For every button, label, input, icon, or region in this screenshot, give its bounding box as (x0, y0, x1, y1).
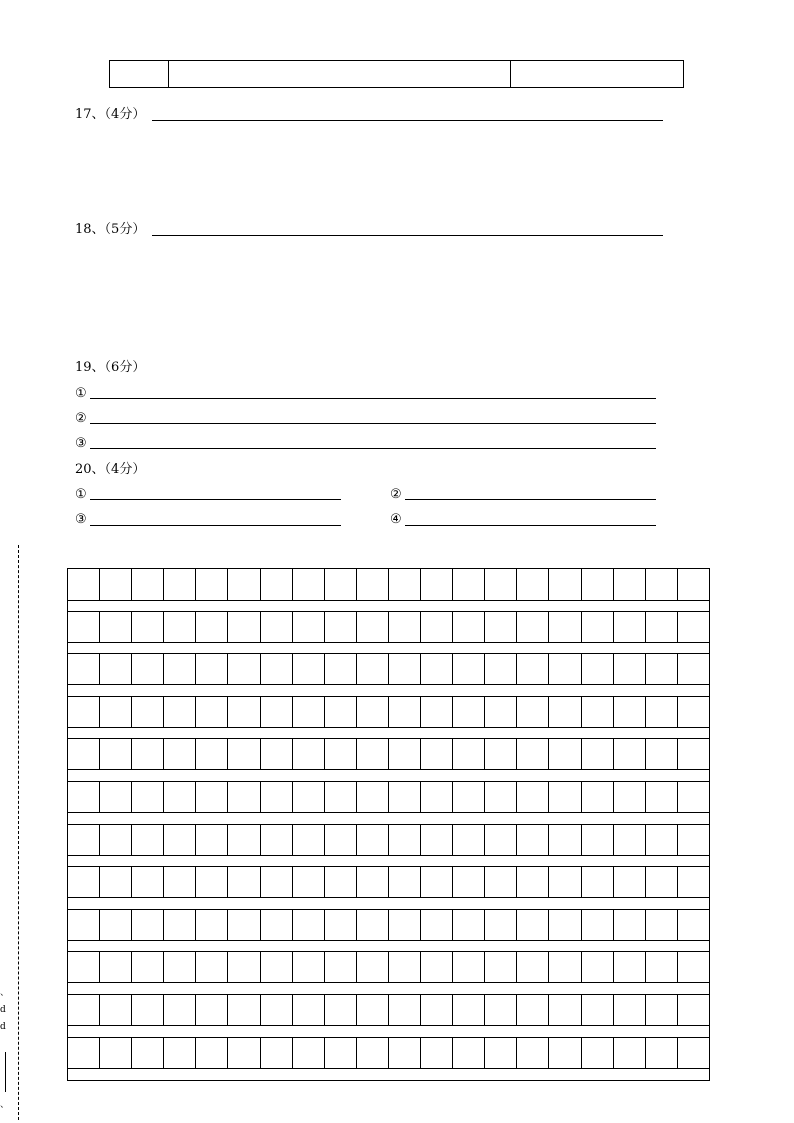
question-19-mark-3: ③ (75, 436, 87, 451)
grid-cell[interactable] (389, 867, 421, 897)
grid-cell[interactable] (678, 739, 709, 769)
grid-cell[interactable] (132, 995, 164, 1025)
grid-cell[interactable] (582, 867, 614, 897)
grid-cell[interactable] (549, 910, 581, 940)
grid-cell[interactable] (293, 697, 325, 727)
grid-cell[interactable] (164, 612, 196, 642)
grid-cell[interactable] (517, 995, 549, 1025)
grid-cell[interactable] (421, 952, 453, 982)
grid-cell[interactable] (261, 612, 293, 642)
grid-cell[interactable] (196, 739, 228, 769)
grid-row (68, 738, 709, 770)
grid-cell[interactable] (646, 697, 678, 727)
grid-cell[interactable] (453, 867, 485, 897)
grid-cell[interactable] (485, 910, 517, 940)
grid-cell[interactable] (196, 612, 228, 642)
grid-cell[interactable] (164, 697, 196, 727)
grid-cell[interactable] (646, 654, 678, 684)
grid-cell[interactable] (614, 612, 646, 642)
grid-cell[interactable] (389, 739, 421, 769)
grid-cell[interactable] (228, 782, 260, 812)
grid-cell[interactable] (389, 1038, 421, 1068)
grid-cell[interactable] (100, 569, 132, 600)
grid-cell[interactable] (453, 825, 485, 855)
grid-cell[interactable] (100, 782, 132, 812)
grid-cell[interactable] (421, 825, 453, 855)
score-table-cell (110, 61, 169, 87)
grid-cell[interactable] (357, 569, 389, 600)
grid-cell[interactable] (421, 654, 453, 684)
question-19-label: 19、（6分） (75, 360, 146, 375)
grid-cell[interactable] (132, 739, 164, 769)
grid-cell[interactable] (261, 867, 293, 897)
grid-cell[interactable] (228, 697, 260, 727)
grid-cell[interactable] (485, 569, 517, 600)
grid-cell[interactable] (582, 612, 614, 642)
grid-cell[interactable] (453, 569, 485, 600)
binding-cut-line (18, 545, 19, 1120)
grid-cell[interactable] (228, 995, 260, 1025)
question-20-mark-3: ③ (75, 512, 87, 527)
grid-cell[interactable] (164, 910, 196, 940)
grid-row (68, 909, 709, 941)
binding-margin-mark: 、 (0, 988, 10, 998)
grid-cell[interactable] (293, 910, 325, 940)
question-20-mark-4: ④ (390, 512, 402, 527)
grid-cell[interactable] (164, 825, 196, 855)
grid-cell[interactable] (389, 952, 421, 982)
grid-cell[interactable] (325, 867, 357, 897)
grid-cell[interactable] (582, 995, 614, 1025)
grid-row (68, 951, 709, 983)
grid-cell[interactable] (261, 825, 293, 855)
grid-cell[interactable] (549, 569, 581, 600)
grid-cell[interactable] (421, 612, 453, 642)
grid-cell[interactable] (389, 782, 421, 812)
grid-cell[interactable] (485, 1038, 517, 1068)
grid-cell[interactable] (100, 654, 132, 684)
grid-cell[interactable] (421, 995, 453, 1025)
grid-cell[interactable] (164, 867, 196, 897)
grid-cell[interactable] (261, 569, 293, 600)
grid-cell[interactable] (549, 612, 581, 642)
grid-cell[interactable] (357, 782, 389, 812)
grid-cell[interactable] (228, 739, 260, 769)
grid-cell[interactable] (582, 782, 614, 812)
grid-cell[interactable] (325, 995, 357, 1025)
score-table-cell (511, 61, 683, 87)
grid-cell[interactable] (68, 995, 100, 1025)
grid-cell[interactable] (68, 867, 100, 897)
grid-cell[interactable] (614, 1038, 646, 1068)
grid-cell[interactable] (100, 867, 132, 897)
grid-cell[interactable] (68, 569, 100, 600)
grid-cell[interactable] (100, 697, 132, 727)
grid-cell[interactable] (517, 739, 549, 769)
grid-cell[interactable] (453, 697, 485, 727)
question-17-answer-line[interactable] (152, 120, 663, 121)
grid-cell[interactable] (196, 569, 228, 600)
grid-cell[interactable] (646, 825, 678, 855)
grid-cell[interactable] (357, 1038, 389, 1068)
grid-cell[interactable] (517, 612, 549, 642)
grid-cell[interactable] (678, 569, 709, 600)
grid-row (68, 866, 709, 898)
grid-cell[interactable] (678, 1038, 709, 1068)
grid-cell[interactable] (196, 952, 228, 982)
grid-cell[interactable] (68, 697, 100, 727)
grid-cell[interactable] (614, 697, 646, 727)
grid-cell[interactable] (678, 825, 709, 855)
grid-cell[interactable] (485, 867, 517, 897)
question-20-answer-line-3[interactable] (90, 525, 341, 526)
grid-cell[interactable] (68, 825, 100, 855)
grid-cell[interactable] (132, 654, 164, 684)
question-19-mark-2: ② (75, 411, 87, 426)
question-20-answer-line-1[interactable] (90, 499, 341, 500)
grid-cell[interactable] (549, 697, 581, 727)
grid-cell[interactable] (549, 739, 581, 769)
grid-cell[interactable] (293, 612, 325, 642)
grid-cell[interactable] (325, 1038, 357, 1068)
grid-cell[interactable] (517, 569, 549, 600)
grid-cell[interactable] (196, 995, 228, 1025)
header-score-table (109, 60, 684, 88)
grid-cell[interactable] (646, 995, 678, 1025)
grid-cell[interactable] (100, 995, 132, 1025)
grid-cell[interactable] (453, 995, 485, 1025)
grid-cell[interactable] (646, 569, 678, 600)
grid-cell[interactable] (485, 697, 517, 727)
question-20-answer-line-2[interactable] (405, 499, 656, 500)
question-20-mark-2: ② (390, 487, 402, 502)
grid-cell[interactable] (261, 697, 293, 727)
grid-cell[interactable] (293, 569, 325, 600)
question-20-label: 20、（4分） (75, 462, 146, 477)
grid-cell[interactable] (614, 867, 646, 897)
grid-cell[interactable] (196, 782, 228, 812)
grid-cell[interactable] (549, 825, 581, 855)
grid-cell[interactable] (485, 612, 517, 642)
grid-cell[interactable] (485, 654, 517, 684)
grid-cell[interactable] (228, 952, 260, 982)
grid-cell[interactable] (389, 654, 421, 684)
grid-cell[interactable] (164, 739, 196, 769)
grid-cell[interactable] (389, 995, 421, 1025)
grid-cell[interactable] (293, 867, 325, 897)
grid-cell[interactable] (453, 612, 485, 642)
grid-cell[interactable] (485, 952, 517, 982)
grid-cell[interactable] (549, 1038, 581, 1068)
grid-cell[interactable] (228, 569, 260, 600)
grid-cell[interactable] (293, 952, 325, 982)
grid-cell[interactable] (453, 910, 485, 940)
grid-cell[interactable] (357, 995, 389, 1025)
grid-cell[interactable] (614, 995, 646, 1025)
grid-cell[interactable] (517, 952, 549, 982)
grid-cell[interactable] (421, 569, 453, 600)
grid-cell[interactable] (549, 867, 581, 897)
grid-cell[interactable] (228, 654, 260, 684)
question-20-mark-1: ① (75, 487, 87, 502)
grid-cell[interactable] (549, 654, 581, 684)
grid-cell[interactable] (646, 867, 678, 897)
grid-cell[interactable] (517, 697, 549, 727)
grid-cell[interactable] (293, 1038, 325, 1068)
grid-cell[interactable] (132, 782, 164, 812)
grid-cell[interactable] (100, 952, 132, 982)
grid-cell[interactable] (453, 739, 485, 769)
binding-margin-line (5, 1052, 6, 1092)
grid-cell[interactable] (614, 739, 646, 769)
grid-cell[interactable] (517, 825, 549, 855)
grid-cell[interactable] (646, 739, 678, 769)
grid-cell[interactable] (357, 867, 389, 897)
grid-cell[interactable] (389, 910, 421, 940)
grid-cell[interactable] (582, 1038, 614, 1068)
grid-cell[interactable] (582, 697, 614, 727)
grid-cell[interactable] (196, 1038, 228, 1068)
grid-cell[interactable] (68, 910, 100, 940)
grid-cell[interactable] (614, 825, 646, 855)
grid-cell[interactable] (325, 739, 357, 769)
grid-cell[interactable] (453, 782, 485, 812)
composition-grid (67, 568, 710, 1081)
grid-cell[interactable] (421, 1038, 453, 1068)
grid-cell[interactable] (582, 910, 614, 940)
grid-cell[interactable] (549, 995, 581, 1025)
grid-cell[interactable] (100, 910, 132, 940)
grid-row (68, 569, 709, 601)
grid-cell[interactable] (549, 952, 581, 982)
grid-row (68, 611, 709, 643)
grid-cell[interactable] (582, 654, 614, 684)
grid-cell[interactable] (100, 739, 132, 769)
grid-cell[interactable] (196, 867, 228, 897)
grid-cell[interactable] (164, 569, 196, 600)
grid-cell[interactable] (357, 697, 389, 727)
grid-cell[interactable] (132, 825, 164, 855)
grid-row (68, 824, 709, 856)
grid-cell[interactable] (132, 697, 164, 727)
grid-cell[interactable] (293, 739, 325, 769)
grid-cell[interactable] (549, 782, 581, 812)
grid-cell[interactable] (614, 782, 646, 812)
grid-cell[interactable] (389, 825, 421, 855)
grid-cell[interactable] (325, 612, 357, 642)
grid-cell[interactable] (132, 910, 164, 940)
grid-cell[interactable] (485, 995, 517, 1025)
grid-cell[interactable] (164, 1038, 196, 1068)
grid-cell[interactable] (646, 782, 678, 812)
question-19-answer-line-1[interactable] (90, 398, 656, 399)
grid-cell[interactable] (357, 952, 389, 982)
grid-cell[interactable] (261, 1038, 293, 1068)
grid-cell[interactable] (228, 1038, 260, 1068)
grid-cell[interactable] (678, 612, 709, 642)
grid-cell[interactable] (646, 952, 678, 982)
grid-cell[interactable] (453, 952, 485, 982)
grid-cell[interactable] (517, 1038, 549, 1068)
grid-cell[interactable] (678, 697, 709, 727)
grid-cell[interactable] (325, 825, 357, 855)
grid-cell[interactable] (228, 612, 260, 642)
grid-cell[interactable] (517, 782, 549, 812)
question-19-answer-line-2[interactable] (90, 423, 656, 424)
grid-cell[interactable] (228, 910, 260, 940)
grid-cell[interactable] (293, 782, 325, 812)
grid-cell[interactable] (68, 952, 100, 982)
grid-cell[interactable] (293, 995, 325, 1025)
grid-cell[interactable] (325, 910, 357, 940)
grid-cell[interactable] (132, 569, 164, 600)
grid-cell[interactable] (196, 697, 228, 727)
grid-cell[interactable] (68, 739, 100, 769)
grid-cell[interactable] (164, 952, 196, 982)
grid-cell[interactable] (132, 952, 164, 982)
question-18-answer-line[interactable] (152, 235, 663, 236)
grid-cell[interactable] (614, 569, 646, 600)
grid-cell[interactable] (453, 654, 485, 684)
grid-cell[interactable] (100, 1038, 132, 1068)
grid-cell[interactable] (614, 952, 646, 982)
grid-cell[interactable] (68, 1038, 100, 1068)
binding-margin-mark: d (0, 1005, 6, 1015)
grid-cell[interactable] (646, 910, 678, 940)
grid-cell[interactable] (228, 867, 260, 897)
grid-cell[interactable] (614, 654, 646, 684)
grid-cell[interactable] (646, 1038, 678, 1068)
grid-cell[interactable] (646, 612, 678, 642)
grid-cell[interactable] (421, 739, 453, 769)
grid-cell[interactable] (357, 825, 389, 855)
grid-cell[interactable] (261, 782, 293, 812)
grid-cell[interactable] (389, 569, 421, 600)
grid-cell[interactable] (261, 952, 293, 982)
grid-cell[interactable] (678, 654, 709, 684)
grid-cell[interactable] (582, 739, 614, 769)
grid-cell[interactable] (357, 612, 389, 642)
grid-cell[interactable] (132, 867, 164, 897)
grid-cell[interactable] (357, 654, 389, 684)
grid-cell[interactable] (582, 569, 614, 600)
grid-cell[interactable] (678, 867, 709, 897)
score-table-cell (169, 61, 511, 87)
grid-cell[interactable] (261, 654, 293, 684)
grid-cell[interactable] (421, 782, 453, 812)
grid-cell[interactable] (100, 612, 132, 642)
grid-cell[interactable] (678, 910, 709, 940)
grid-cell[interactable] (357, 910, 389, 940)
binding-margin-mark: d (0, 1022, 6, 1032)
grid-cell[interactable] (421, 867, 453, 897)
grid-cell[interactable] (614, 910, 646, 940)
binding-margin-mark: 、 (0, 1100, 10, 1110)
grid-cell[interactable] (132, 612, 164, 642)
grid-cell[interactable] (68, 654, 100, 684)
grid-row (68, 781, 709, 813)
grid-cell[interactable] (325, 697, 357, 727)
grid-cell[interactable] (485, 825, 517, 855)
grid-cell[interactable] (68, 612, 100, 642)
grid-row (68, 994, 709, 1026)
grid-cell[interactable] (582, 825, 614, 855)
grid-cell[interactable] (678, 782, 709, 812)
grid-cell[interactable] (196, 910, 228, 940)
question-17-label: 17、（4分） (75, 107, 146, 122)
grid-cell[interactable] (164, 782, 196, 812)
grid-cell[interactable] (421, 910, 453, 940)
grid-cell[interactable] (68, 782, 100, 812)
grid-cell[interactable] (325, 569, 357, 600)
question-19-mark-1: ① (75, 386, 87, 401)
grid-cell[interactable] (582, 952, 614, 982)
grid-cell[interactable] (196, 654, 228, 684)
grid-cell[interactable] (325, 952, 357, 982)
grid-row (68, 696, 709, 728)
grid-cell[interactable] (389, 612, 421, 642)
grid-cell[interactable] (389, 697, 421, 727)
grid-cell[interactable] (517, 910, 549, 940)
grid-cell[interactable] (325, 782, 357, 812)
grid-cell[interactable] (517, 867, 549, 897)
grid-cell[interactable] (421, 697, 453, 727)
grid-cell[interactable] (678, 995, 709, 1025)
grid-cell[interactable] (164, 654, 196, 684)
grid-cell[interactable] (325, 654, 357, 684)
grid-cell[interactable] (485, 739, 517, 769)
grid-row (68, 653, 709, 685)
question-19-answer-line-3[interactable] (90, 448, 656, 449)
grid-cell[interactable] (293, 654, 325, 684)
grid-cell[interactable] (100, 825, 132, 855)
grid-cell[interactable] (228, 825, 260, 855)
question-18-label: 18、（5分） (75, 222, 146, 237)
grid-cell[interactable] (357, 739, 389, 769)
grid-cell[interactable] (261, 995, 293, 1025)
grid-cell[interactable] (261, 739, 293, 769)
grid-cell[interactable] (453, 1038, 485, 1068)
question-20-answer-line-4[interactable] (405, 525, 656, 526)
grid-cell[interactable] (678, 952, 709, 982)
grid-cell[interactable] (485, 782, 517, 812)
grid-cell[interactable] (196, 825, 228, 855)
grid-cell[interactable] (132, 1038, 164, 1068)
grid-cell[interactable] (517, 654, 549, 684)
grid-cell[interactable] (293, 825, 325, 855)
grid-cell[interactable] (261, 910, 293, 940)
grid-row (68, 1037, 709, 1069)
grid-cell[interactable] (164, 995, 196, 1025)
